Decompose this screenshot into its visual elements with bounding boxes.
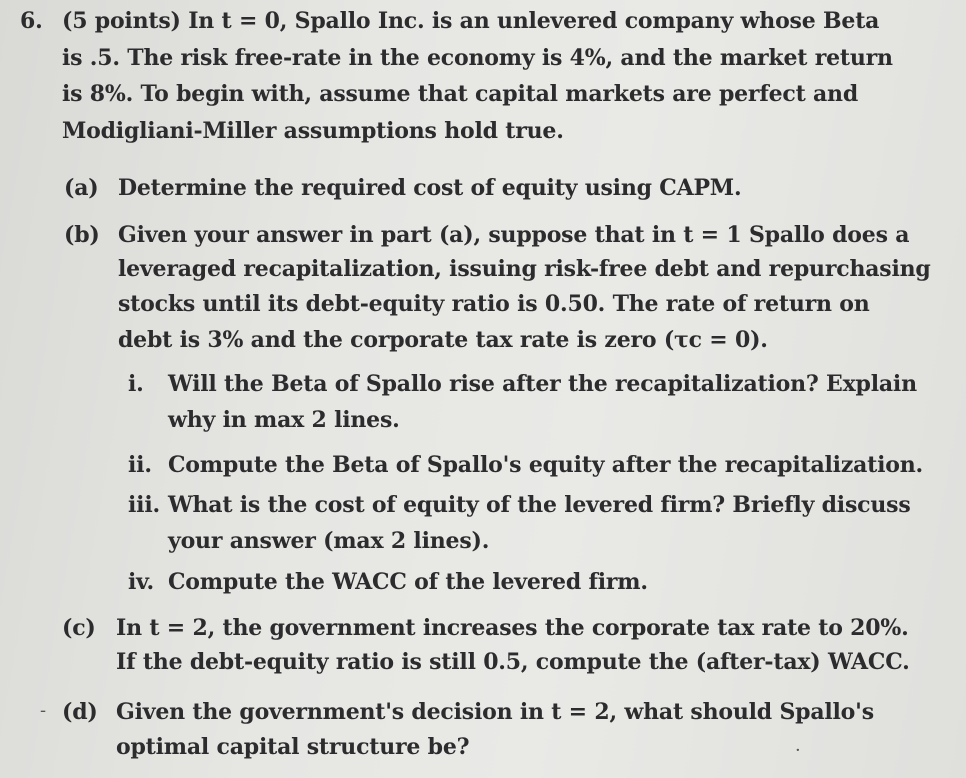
part-a-label: (a) [64, 175, 99, 201]
part-c-line-1: In t = 2, the government increases the corporate tax rate to 20%. [116, 615, 909, 641]
question-number: 6. [20, 8, 43, 34]
part-d-line-2: optimal capital structure be? [116, 734, 470, 760]
sub-iii-label: iii. [128, 492, 160, 518]
sub-i-line-2: why in max 2 lines. [168, 407, 400, 433]
question-line-1: (5 points) In t = 0, Spallo Inc. is an unlevered company whose Beta [62, 8, 880, 34]
sub-i-label: i. [128, 371, 144, 397]
part-d-label: (d) [62, 699, 98, 725]
sub-iii-line-1: What is the cost of equity of the levered firm? Briefly discuss [168, 492, 911, 518]
part-c-line-2: If the debt-equity ratio is still 0.5, compute the (after-tax) WACC. [116, 649, 910, 675]
part-b-line-4: debt is 3% and the corporate tax rate is zero (τc = 0). [118, 327, 768, 353]
stray-pen-mark: · [795, 740, 801, 761]
part-c-label: (c) [62, 615, 96, 641]
stray-dash-mark: - [40, 700, 47, 721]
sub-iii-line-2: your answer (max 2 lines). [168, 528, 490, 554]
sub-i-line-1: Will the Beta of Spallo rise after the recapitalization? Explain [168, 371, 917, 397]
question-line-2: is .5. The risk free-rate in the economy is 4%, and the market return [62, 45, 893, 71]
sub-ii-label: ii. [128, 452, 152, 478]
question-line-3: is 8%. To begin with, assume that capital markets are perfect and [62, 81, 859, 107]
part-b-line-1: Given your answer in part (a), suppose that in t = 1 Spallo does a [118, 222, 910, 248]
sub-iv-label: iv. [128, 569, 154, 595]
part-b-label: (b) [64, 222, 100, 248]
sub-ii-line-1: Compute the Beta of Spallo's equity after the recapitalization. [168, 452, 924, 478]
part-d-line-1: Given the government's decision in t = 2, what should Spallo's [116, 699, 874, 725]
part-b-line-3: stocks until its debt-equity ratio is 0.50. The rate of return on [118, 291, 870, 317]
question-line-4: Modigliani-Miller assumptions hold true. [62, 118, 564, 144]
part-b-line-2: leveraged recapitalization, issuing risk-free debt and repurchasing [118, 256, 931, 282]
part-a-text: Determine the required cost of equity using CAPM. [118, 175, 742, 201]
sub-iv-line-1: Compute the WACC of the levered firm. [168, 569, 648, 595]
